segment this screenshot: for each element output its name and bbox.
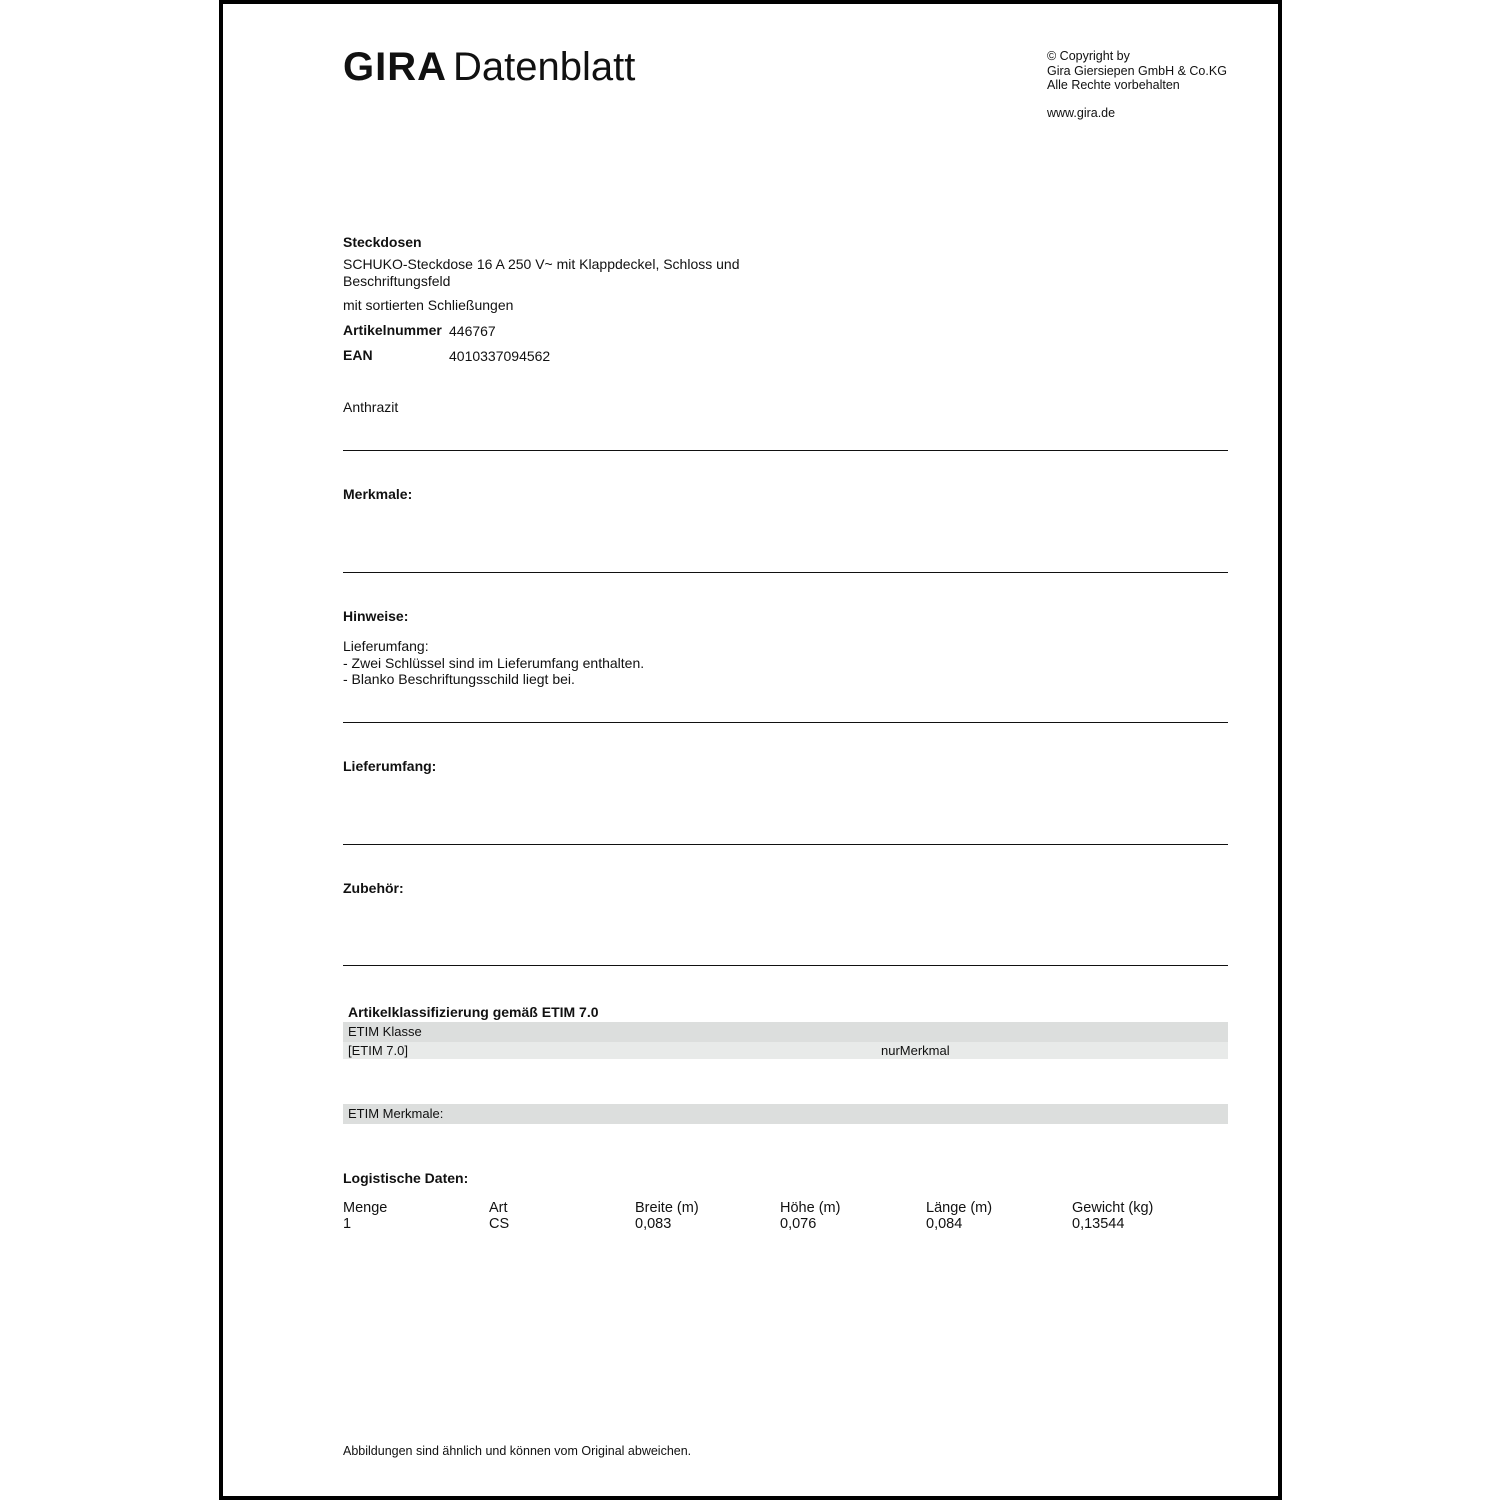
copyright-line: Alle Rechte vorbehalten — [1047, 78, 1180, 92]
merkmale-heading: Merkmale: — [343, 486, 413, 502]
logistics-header-width: Breite (m) — [635, 1200, 699, 1216]
logistics-value-width: 0,083 — [635, 1216, 672, 1232]
hinweise-line: Lieferumfang: — [343, 638, 429, 654]
hinweise-line: - Blanko Beschriftungsschild liegt bei. — [343, 671, 575, 687]
gira-logo — [343, 43, 635, 91]
product-color: Anthrazit — [343, 399, 399, 415]
website-link[interactable]: www.gira.de — [1047, 106, 1116, 120]
document-title: Datenblatt — [453, 45, 636, 89]
product-description: SCHUKO-Steckdose 16 A 250 V~ mit Klappdeckel, Schloss und Beschriftungsfeld — [343, 256, 740, 289]
etim-class-value-row — [343, 1042, 1228, 1059]
product-category: Steckdosen — [343, 234, 422, 250]
brand-name: GIRA — [343, 45, 447, 89]
logistics-value-weight: 0,13544 — [1072, 1216, 1125, 1232]
logistics-value-height: 0,076 — [780, 1216, 817, 1232]
etim-class-header-row — [343, 1022, 1228, 1042]
logistics-value-length: 0,084 — [926, 1216, 963, 1232]
logistics-heading: Logistische Daten: — [343, 1170, 469, 1186]
lieferumfang-heading: Lieferumfang: — [343, 758, 437, 774]
logistics-header-length: Länge (m) — [926, 1200, 993, 1216]
image-disclaimer: Abbildungen sind ähnlich und können vom Original abweichen. — [343, 1444, 692, 1458]
etim-features-row — [343, 1104, 1228, 1124]
section-divider — [343, 572, 1228, 573]
hinweise-heading: Hinweise: — [343, 608, 409, 624]
copyright-line: Gira Giersiepen GmbH & Co.KG — [1047, 63, 1227, 78]
ean-value: 4010337094562 — [449, 348, 551, 364]
logistics-header-quantity: Menge — [343, 1200, 388, 1216]
hinweise-line: - Zwei Schlüssel sind im Lieferumfang enthalten. — [343, 654, 645, 671]
product-variant: mit sortierten Schließungen — [343, 297, 514, 313]
article-number-label: Artikelnummer — [343, 322, 442, 338]
section-divider — [343, 722, 1228, 723]
article-number-value: 446767 — [449, 323, 496, 339]
copyright-line: © Copyright by — [1047, 49, 1130, 63]
section-divider — [343, 965, 1228, 966]
logistics-value-quantity: 1 — [343, 1216, 352, 1232]
etim-features-label: ETIM Merkmale: — [348, 1106, 444, 1121]
etim-class-value: nurMerkmal — [881, 1043, 950, 1058]
datasheet-page — [219, 0, 1282, 1500]
section-divider — [343, 844, 1228, 845]
logistics-value-type: CS — [489, 1216, 510, 1232]
section-divider — [343, 450, 1228, 451]
copyright-notice — [1047, 49, 1227, 93]
zubehoer-heading: Zubehör: — [343, 880, 404, 896]
ean-label: EAN — [343, 347, 373, 363]
logistics-header-weight: Gewicht (kg) — [1072, 1200, 1154, 1216]
etim-class-label: ETIM Klasse — [348, 1024, 422, 1039]
logistics-header-height: Höhe (m) — [780, 1200, 841, 1216]
hinweise-text — [343, 638, 644, 688]
logistics-header-type: Art — [489, 1200, 508, 1216]
etim-heading: Artikelklassifizierung gemäß ETIM 7.0 — [348, 1004, 599, 1020]
etim-version: [ETIM 7.0] — [348, 1043, 408, 1058]
